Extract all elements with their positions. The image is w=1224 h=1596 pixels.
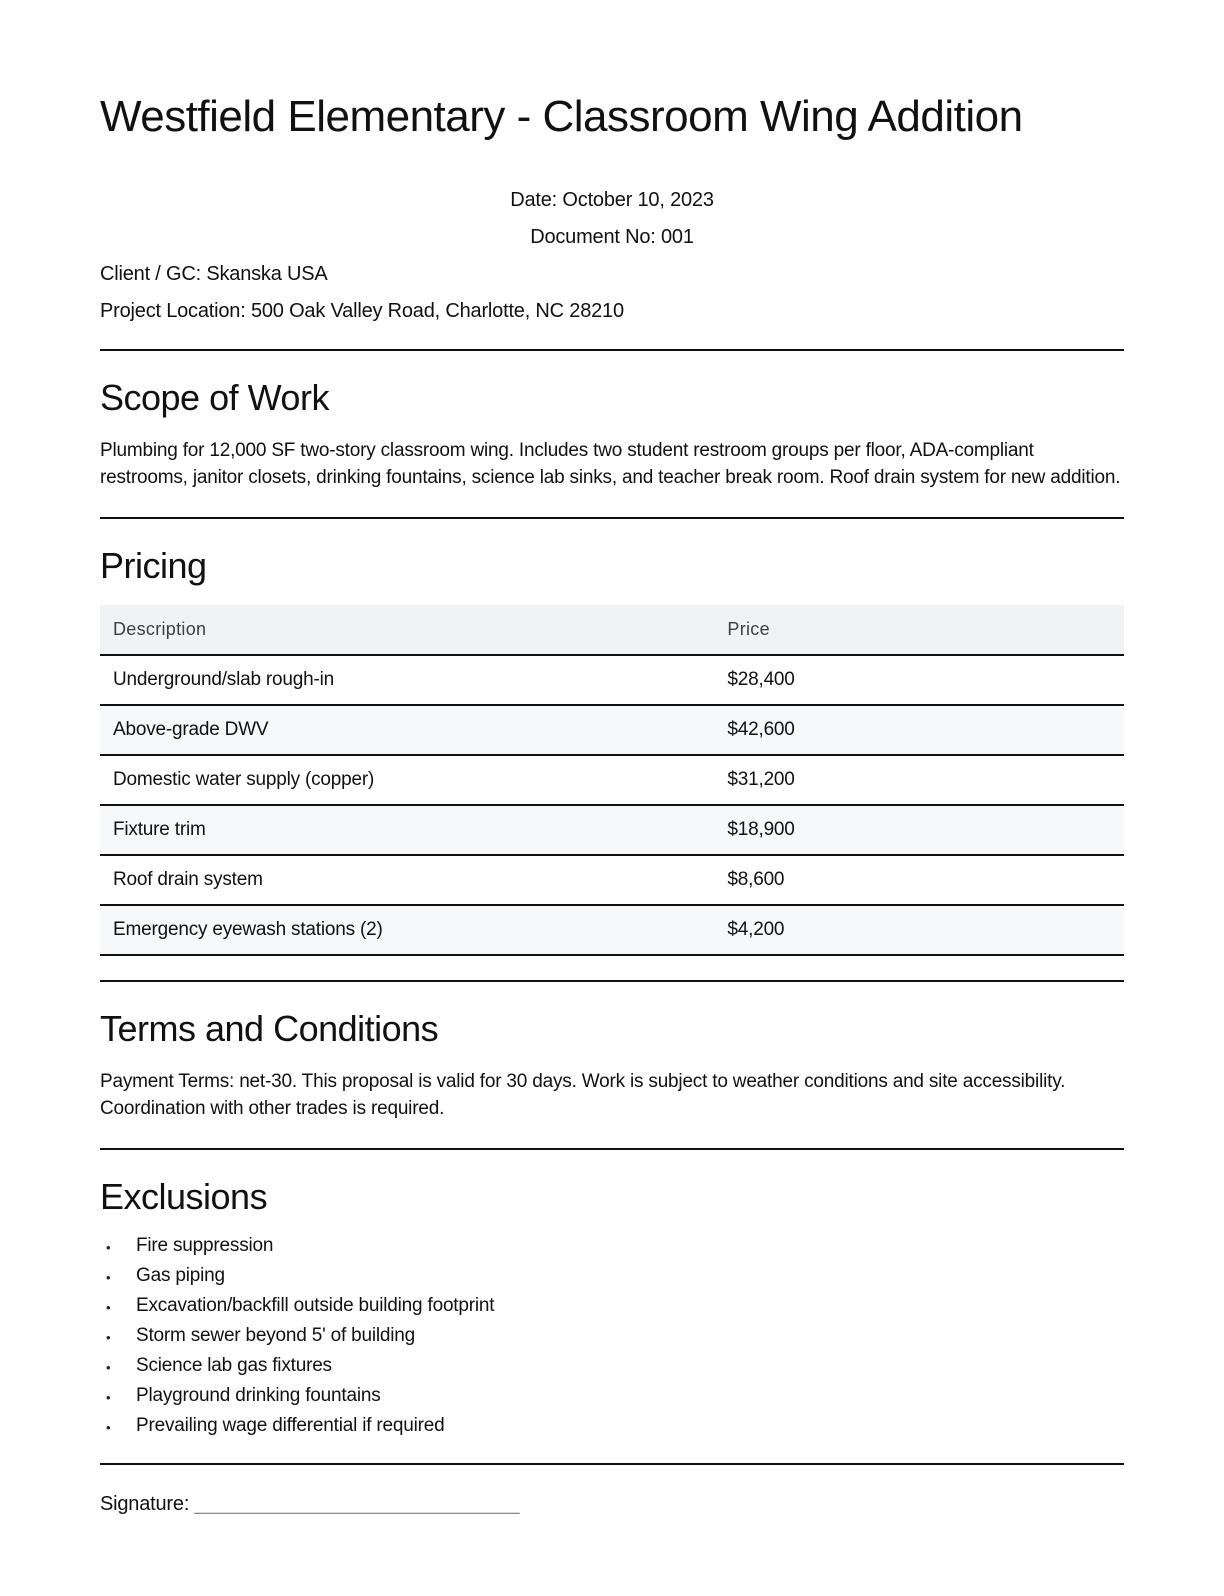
bullet-icon: • (106, 1359, 111, 1375)
list-item-label: Science lab gas fixtures (136, 1354, 332, 1376)
row-description: Emergency eyewash stations (2) (100, 905, 714, 955)
list-item-label: Fire suppression (136, 1234, 274, 1256)
signature-blank-line: ____________________________ (194, 1492, 520, 1515)
meta-doc-no-label: Document No: (530, 225, 656, 248)
signature-row (100, 1493, 1124, 1516)
pricing-col-price: Price (714, 605, 1124, 655)
meta-client-value: Skanska USA (206, 262, 328, 285)
bullet-icon: • (106, 1329, 111, 1345)
list-item-label: Storm sewer beyond 5' of building (136, 1324, 416, 1346)
pricing-heading: Pricing (100, 544, 207, 586)
pricing-table (100, 605, 1124, 956)
exclusions-heading: Exclusions (100, 1175, 268, 1217)
list-item (100, 1416, 1124, 1435)
meta-client (100, 260, 1124, 288)
list-item-label: Prevailing wage differential if required (136, 1414, 445, 1436)
row-description: Domestic water supply (copper) (100, 755, 714, 805)
list-item (100, 1236, 1124, 1255)
row-description: Fixture trim (100, 805, 714, 855)
meta-date-value: October 10, 2023 (562, 188, 714, 211)
meta-location-label: Project Location: (100, 299, 246, 322)
meta-location-value: 500 Oak Valley Road, Charlotte, NC 28210 (250, 299, 624, 322)
row-price: $8,600 (714, 855, 1124, 905)
row-price: $28,400 (714, 655, 1124, 705)
section-divider (100, 980, 1124, 982)
row-price: $42,600 (714, 705, 1124, 755)
row-description: Roof drain system (100, 855, 714, 905)
list-item-label: Gas piping (136, 1264, 225, 1286)
list-item (100, 1326, 1124, 1345)
row-price: $18,900 (714, 805, 1124, 855)
row-price: $4,200 (714, 905, 1124, 955)
meta-doc-no (100, 223, 1124, 251)
pricing-header-row (100, 605, 1124, 655)
table-row (100, 655, 1124, 705)
row-price: $31,200 (714, 755, 1124, 805)
scope-heading: Scope of Work (100, 376, 329, 418)
bullet-icon: • (106, 1389, 111, 1405)
list-item-label: Excavation/backfill outside building footprint (136, 1294, 495, 1316)
terms-heading: Terms and Conditions (100, 1007, 439, 1049)
section-divider (100, 1463, 1124, 1465)
section-divider (100, 517, 1124, 519)
bullet-icon: • (106, 1419, 111, 1435)
table-row (100, 855, 1124, 905)
table-row (100, 805, 1124, 855)
meta-client-label: Client / GC: (100, 262, 201, 285)
table-row (100, 755, 1124, 805)
section-divider (100, 1148, 1124, 1150)
meta-location (100, 297, 1124, 325)
exclusions-list (100, 1236, 1124, 1435)
row-description: Above-grade DWV (100, 705, 714, 755)
bullet-icon: • (106, 1299, 111, 1315)
table-row (100, 905, 1124, 955)
bullet-icon: • (106, 1269, 111, 1285)
list-item (100, 1356, 1124, 1375)
section-divider (100, 349, 1124, 351)
bullet-icon: • (106, 1239, 111, 1255)
table-row (100, 705, 1124, 755)
meta-date-label: Date: (510, 188, 558, 211)
list-item (100, 1386, 1124, 1405)
meta-date (100, 186, 1124, 214)
list-item (100, 1296, 1124, 1315)
meta-doc-no-value: 001 (661, 225, 694, 248)
scope-body: Plumbing for 12,000 SF two-story classroom wing. Includes two student restroom groups per floor, ADA-compliant restrooms, janitor closets, drinking fountains, science lab sinks, and teacher break room. Roof drain system for new addition. (100, 439, 1121, 488)
row-description: Underground/slab rough-in (100, 655, 714, 705)
list-item-label: Playground drinking fountains (136, 1384, 381, 1406)
list-item (100, 1266, 1124, 1285)
signature-label: Signature: (100, 1492, 190, 1515)
terms-body: Payment Terms: net-30. This proposal is valid for 30 days. Work is subject to weather conditions and site accessibility. Coordination with other trades is required. (100, 1070, 1066, 1119)
document-title: Westfield Elementary - Classroom Wing Addition (100, 92, 1023, 141)
pricing-col-description: Description (100, 605, 714, 655)
